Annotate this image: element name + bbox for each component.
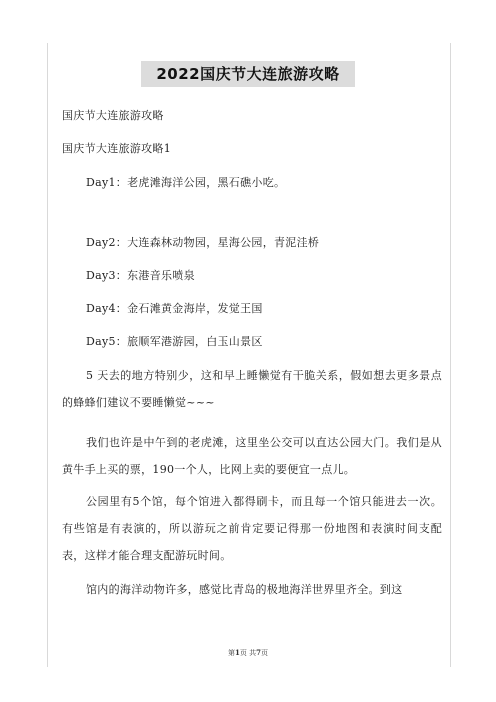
footer-page-number: 1 (235, 648, 240, 657)
document-subtitle: 国庆节大连旅游攻略 (62, 109, 164, 122)
itinerary-day-1: Day1：老虎滩海洋公园，黑石礁小吃。 (86, 176, 286, 189)
body-paragraph: 5 天去的地方特别少，这和早上睡懒觉有干脆关系，假如想去更多景点的蜂蜂们建议不要睡懒觉~~~ (62, 369, 442, 409)
itinerary-day-4: Day4：金石滩黄金海岸，发觉王国 (86, 302, 263, 315)
footer-prefix: 第 (228, 649, 235, 657)
itinerary-day-3: Day3：东港音乐喷泉 (86, 269, 195, 282)
itinerary-day-2: Day2：大连森林动物园，星海公园，青泥洼桥 (86, 236, 320, 249)
section-title: 国庆节大连旅游攻略1 (62, 142, 171, 155)
body-paragraph: 馆内的海洋动物许多，感觉比青岛的极地海洋世界里齐全。到这 (86, 583, 403, 596)
document-title: 2022国庆节大连旅游攻略 (141, 61, 355, 87)
itinerary-day-5: Day5：旅顺军港游园，白玉山景区 (86, 335, 263, 348)
body-paragraph: 我们也许是中午到的老虎滩，这里坐公交可以直达公园大门。我们是从黄牛手上买的票，190一个人，比网上卖的要便宜一点儿。 (62, 436, 442, 476)
footer-page-total: 7 (256, 648, 261, 657)
page-footer (0, 648, 496, 658)
footer-suffix: 页 (260, 649, 268, 657)
footer-middle: 页 共 (239, 649, 257, 657)
body-paragraph: 公园里有5个馆，每个馆进入都得刷卡，而且每一个馆只能进去一次。有些馆是有表演的，所以游玩之前肯定要记得那一份地图和表演时间支配表，这样才能合理支配游玩时间。 (62, 495, 442, 562)
page-frame (47, 43, 451, 667)
